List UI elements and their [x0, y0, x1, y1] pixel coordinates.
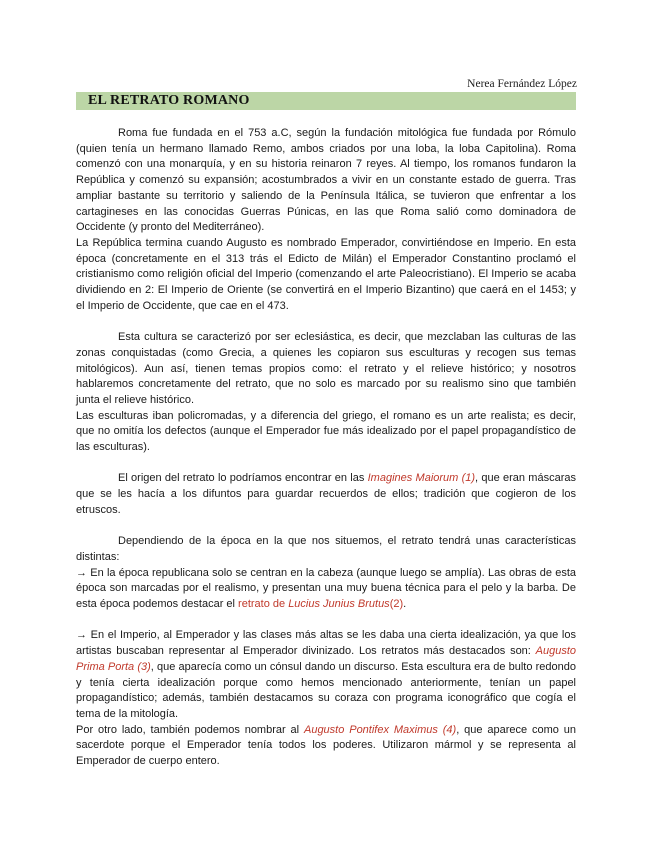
arrow-right-icon: → — [76, 566, 87, 579]
link-augusto-prima-porta[interactable]: Augusto Prima Porta (3) — [76, 645, 576, 673]
text-span: , que eran máscaras que se les hacía a los difuntos para guardar recuerdos de ellos; tradición que cogieron de los etruscos. — [76, 472, 576, 516]
link-imagines-maiorum[interactable]: Imagines Maiorum (1) — [367, 472, 476, 485]
link-text: retrato de — [238, 598, 289, 611]
text-span: . — [403, 598, 407, 611]
link-brutus[interactable] — [238, 598, 403, 610]
paragraph-pontifex — [76, 723, 576, 770]
paragraph-periods: Dependiendo de la época en la que nos situemos, el retrato tendrá unas características distintas: — [76, 535, 576, 563]
paragraph-founding: Roma fue fundada en el 753 a.C, según la fundación mitológica fue fundada por Rómulo (quien tenía un hermano llamado Remo, ambos criados por una loba, la loba Capitolina). Roma comenzó con una monarquía, y en su historia reinaron 7 reyes. Al tiempo, los romanos fundaron la República y comenzó su expansión; acostumbrados a vivir en un constante estado de guerra. Tras ampliar bastante su territorio y saliendo de la Península Itálica, se tuvieron que enfrentar a los cartagineses en las conocidas Guerras Púnicas, en las que Roma salió como dominadora de Occidente (y pronto del Mediterráneo). — [76, 127, 576, 234]
paragraph-republican-era — [76, 566, 576, 613]
paragraph-culture: Esta cultura se caracterizó por ser eclesiástica, es decir, que mezclaban las culturas de las zonas conquistadas (como Grecia, a quienes les copiaron sus esculturas y recogen sus temas mitológicos). Aun así, tienen temas propios como: el retrato y el relieve histórico; y nosotros hablaremos concretamente del retrato, que no solo es marcado por su realismo sino que también junta el relieve histórico. — [76, 331, 576, 406]
text-span: El origen del retrato lo podríamos encontrar en las — [118, 472, 368, 485]
text-span: En el Imperio, al Emperador y las clases más altas se les daba una cierta idealización, ya que los artistas buscaban representar al Emperador divinizado. Los retratos más destacados son: — [76, 629, 576, 658]
paragraph-origin — [76, 471, 576, 518]
author-name: Nerea Fernández López — [467, 78, 577, 90]
text-span: , que aparece como un sacerdote porque el Emperador tenía todos los poderes. Utilizaron mármol y se representa al Emperador de cuerpo entero. — [76, 723, 576, 768]
title-bar — [76, 92, 576, 110]
paragraph-republic: La República termina cuando Augusto es nombrado Emperador, convirtiéndose en Imperio. En esta época (concretamente en el 313 trás el Edicto de Milán) el Emperador Constantino proclamó el cristianismo como religión oficial del Imperio (comenzando el arte Paleocristiano). El Imperio se acaba dividiendo en 2: El Imperio de Oriente (se convertirá en el Imperio Bizantino) que caerá en el 1453; y el Imperio de Occidente, que cae en el 473. — [76, 236, 576, 312]
text-span: En la época republicana solo se centran en la cabeza (aunque luego se amplía). Las obras de esta época son marcadas por el realismo, y presentan una muy buena técnica para el pelo y la barba. De esta época podemos destacar el — [76, 566, 576, 611]
link-text: Lucius Junius Brutus — [288, 598, 390, 611]
arrow-right-icon: → — [76, 629, 87, 642]
text-span: Por otro lado, también podemos nombrar al — [76, 723, 304, 736]
paragraph-sculptures: Las esculturas iban policromadas, y a diferencia del griego, el romano es un arte realista; es decir, que no omitía los defectos (aunque el Emperador fue más idealizado por el papel propagandístico de las esculturas). — [76, 409, 576, 454]
paragraph-imperial-era — [76, 628, 576, 722]
text-span: , que aparecía como un cónsul dando un discurso. Esta escultura era de bulto redondo y tenía cierta idealización porque como hemos mencionado anteriormente, tenían un papel propagandístico; además, también destacamos su coraza con programa iconográfico que cogía el tema de la mitología. — [76, 660, 576, 720]
link-text: (2) — [389, 598, 404, 611]
page-title: EL RETRATO ROMANO — [88, 93, 250, 108]
link-augusto-pontifex-maximus[interactable]: Augusto Pontifex Maximus (4) — [303, 723, 457, 736]
document-body — [76, 126, 576, 770]
